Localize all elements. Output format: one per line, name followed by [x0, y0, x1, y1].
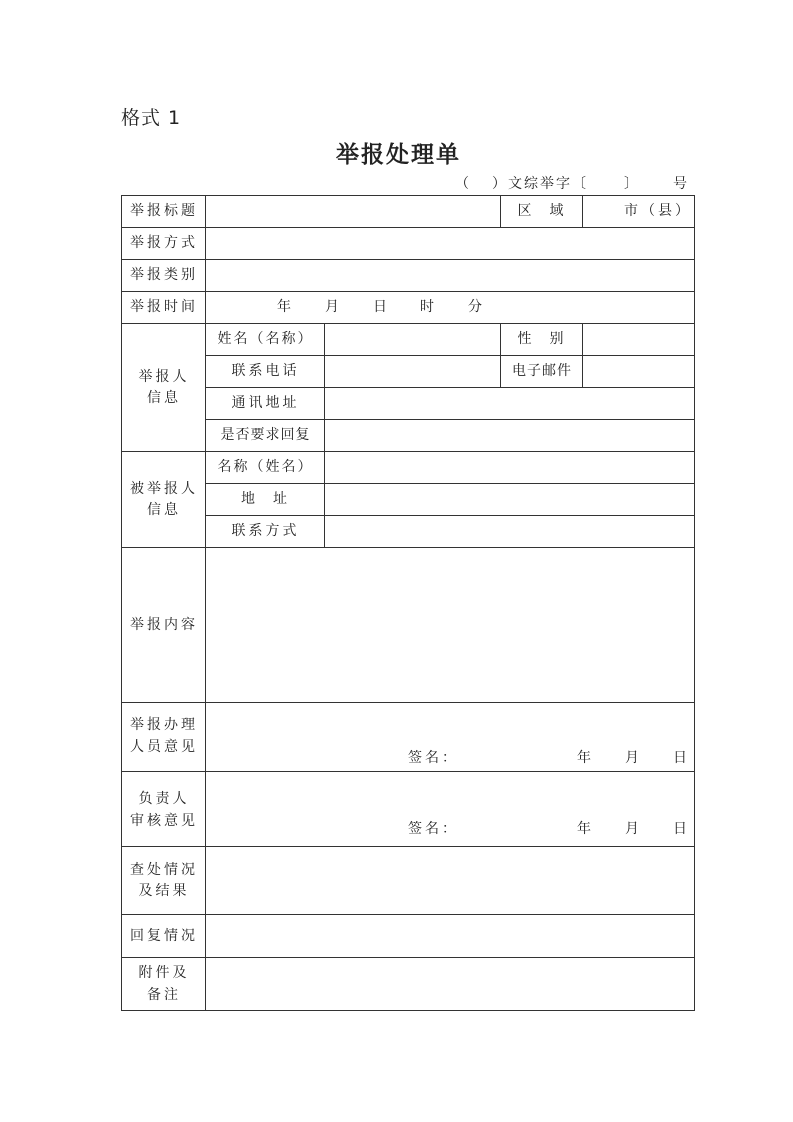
label-result-1: 查处情况	[130, 862, 198, 878]
reviewer-year: 年	[577, 821, 594, 837]
content-textarea[interactable]	[206, 548, 694, 702]
time-minute: 分	[468, 299, 485, 315]
label-attachment-1: 附件及	[138, 965, 190, 981]
reviewer-month: 月	[625, 821, 642, 837]
result-textarea[interactable]	[206, 847, 694, 914]
category-input[interactable]	[206, 260, 694, 291]
region-value[interactable]: 市（县）	[624, 203, 692, 219]
label-method: 举报方式	[130, 235, 198, 251]
handler-year: 年	[577, 750, 594, 766]
label-reported-2: 信息	[147, 502, 181, 518]
label-category: 举报类别	[130, 267, 198, 283]
label-reporter-phone: 联系电话	[231, 363, 300, 379]
label-content: 举报内容	[130, 617, 198, 633]
label-handler-2: 人员意见	[130, 739, 198, 755]
doc-number-open: （	[455, 176, 472, 192]
label-attachment-2: 备注	[147, 987, 181, 1003]
label-email: 电子邮件	[512, 363, 572, 379]
label-result-2: 及结果	[138, 883, 190, 899]
label-subject: 举报标题	[130, 203, 198, 219]
label-region: 区 域	[517, 203, 567, 219]
label-reviewer-1: 负责人	[138, 791, 190, 807]
reviewer-day: 日	[673, 821, 690, 837]
label-reporter-2: 信息	[147, 390, 181, 406]
handler-month: 月	[625, 750, 642, 766]
label-time: 举报时间	[130, 299, 198, 315]
label-reported-name: 名称（姓名）	[217, 459, 314, 475]
method-input[interactable]	[206, 228, 694, 259]
reply-textarea[interactable]	[206, 915, 694, 957]
reviewer-sign-label: 签名：	[408, 821, 459, 837]
subject-input[interactable]	[206, 196, 499, 227]
label-gender: 性 别	[517, 331, 567, 347]
label-reviewer-2: 审核意见	[130, 813, 198, 829]
time-year: 年	[277, 299, 294, 315]
label-reporter-name: 姓名（名称）	[217, 331, 314, 347]
label-reported-address: 地 址	[241, 491, 290, 507]
time-hour: 时	[420, 299, 437, 315]
handler-sign-label: 签名：	[408, 750, 459, 766]
attachment-textarea[interactable]	[206, 958, 694, 1010]
page-title: 举报处理单	[336, 141, 461, 168]
label-reporter-address: 通讯地址	[231, 395, 300, 411]
label-reporter-1: 举报人	[138, 369, 190, 385]
doc-number-close: 〕	[624, 176, 641, 192]
doc-number-suffix: 号	[673, 176, 690, 192]
doc-number-mid: ）文综举字〔	[492, 176, 588, 192]
format-label: 格式 1	[121, 107, 182, 129]
label-reply: 回复情况	[130, 928, 198, 944]
label-reported-1: 被举报人	[130, 481, 198, 497]
time-day: 日	[373, 299, 390, 315]
handler-day: 日	[673, 750, 690, 766]
label-reported-contact: 联系方式	[231, 523, 300, 539]
label-handler-1: 举报办理	[130, 717, 198, 733]
time-month: 月	[325, 299, 342, 315]
label-reply-required: 是否要求回复	[220, 427, 311, 443]
